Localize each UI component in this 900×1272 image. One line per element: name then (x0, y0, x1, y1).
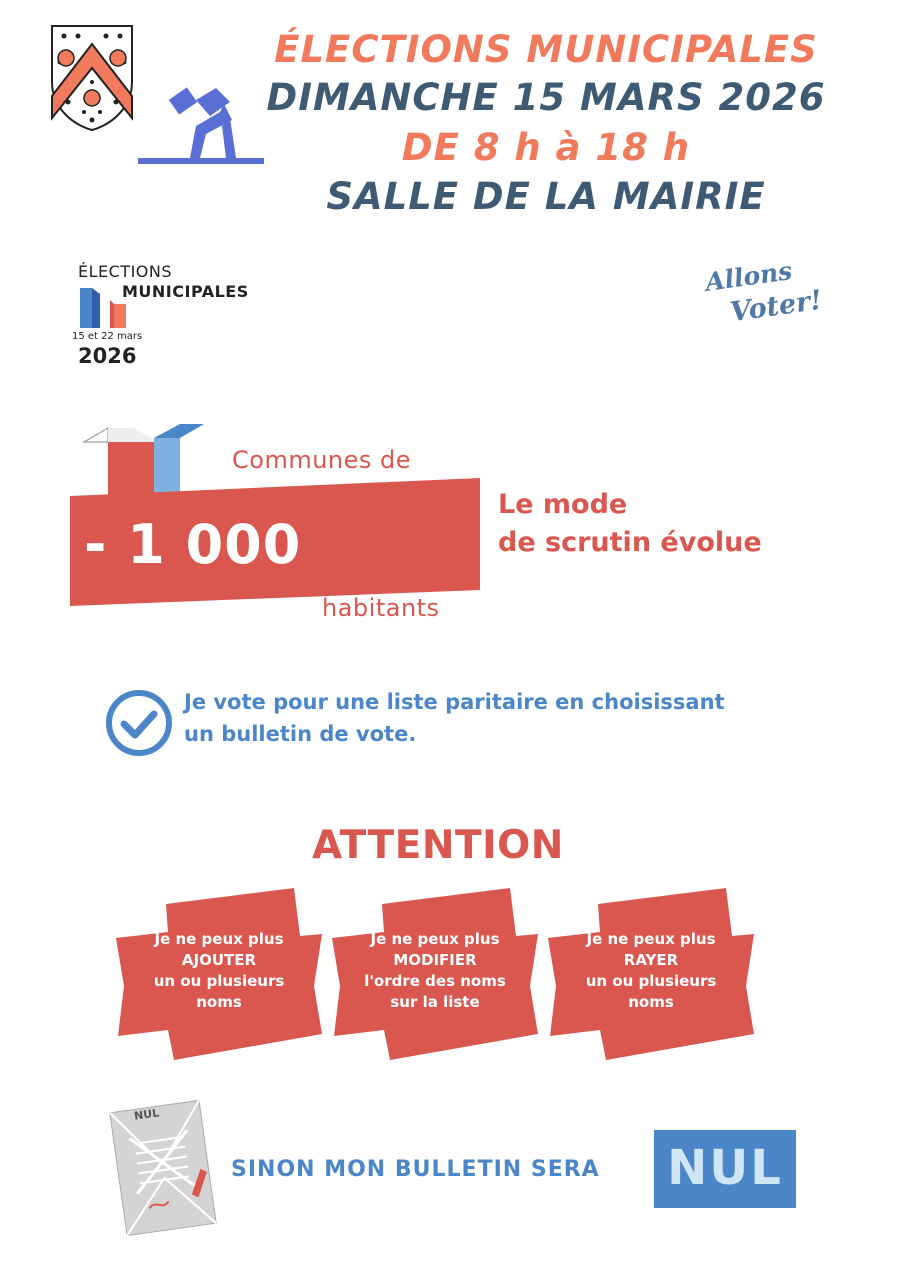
slogan-allons: Allons (703, 256, 794, 297)
ballot-label: NUL (133, 1106, 160, 1123)
banner-line: Je ne peux plus (154, 930, 284, 948)
communes-prefix: Communes de (232, 446, 412, 474)
mode-heading-line1: Le mode (498, 489, 628, 520)
attention-heading: ATTENTION (312, 823, 564, 868)
title-date: DIMANCHE 15 MARS 2026 (266, 76, 826, 119)
void-ballot-icon (104, 1094, 222, 1242)
banner-line: AJOUTER (181, 951, 257, 969)
banner-line: noms (628, 993, 674, 1011)
logo-dates: 15 et 22 mars (72, 331, 143, 342)
logo-word-elections: ÉLECTIONS (78, 262, 173, 281)
title-hours: DE 8 h à 18 h (401, 126, 691, 169)
coat-of-arms-icon (48, 22, 136, 132)
vote-instruction-line2: un bulletin de vote. (184, 722, 417, 746)
banner-line: Je ne peux plus (370, 930, 500, 948)
vote-instruction-line1: Je vote pour une liste paritaire en choisissant (184, 690, 725, 714)
title-location: SALLE DE LA MAIRIE (326, 175, 766, 218)
logo-word-municipales: MUNICIPALES (122, 282, 249, 301)
communes-suffix: habitants (322, 594, 440, 622)
banner-modifier-text (330, 929, 540, 1013)
slogan-voter: Voter! (728, 284, 824, 329)
footer-warning: SINON MON BULLETIN SERA (231, 1157, 600, 1182)
banner-line: un ou plusieurs (585, 972, 717, 990)
banner-line: MODIFIER (393, 951, 477, 969)
communes-threshold: - 1 000 (84, 513, 302, 576)
checkmark-circle-icon (104, 688, 174, 758)
title-elections-municipales: ÉLECTIONS MUNICIPALES (274, 28, 818, 71)
banner-ajouter-text (114, 929, 324, 1013)
banner-rayer-text (546, 929, 756, 1013)
banner-line: noms (196, 993, 242, 1011)
mode-heading-line2: de scrutin évolue (498, 527, 762, 558)
banner-line: sur la liste (390, 993, 480, 1011)
banner-line: Je ne peux plus (586, 930, 716, 948)
logo-year: 2026 (78, 344, 137, 368)
nul-badge-text: NUL (667, 1140, 783, 1196)
banner-line: RAYER (623, 951, 679, 969)
banner-line: l'ordre des noms (364, 972, 506, 990)
banner-line: un ou plusieurs (153, 972, 285, 990)
